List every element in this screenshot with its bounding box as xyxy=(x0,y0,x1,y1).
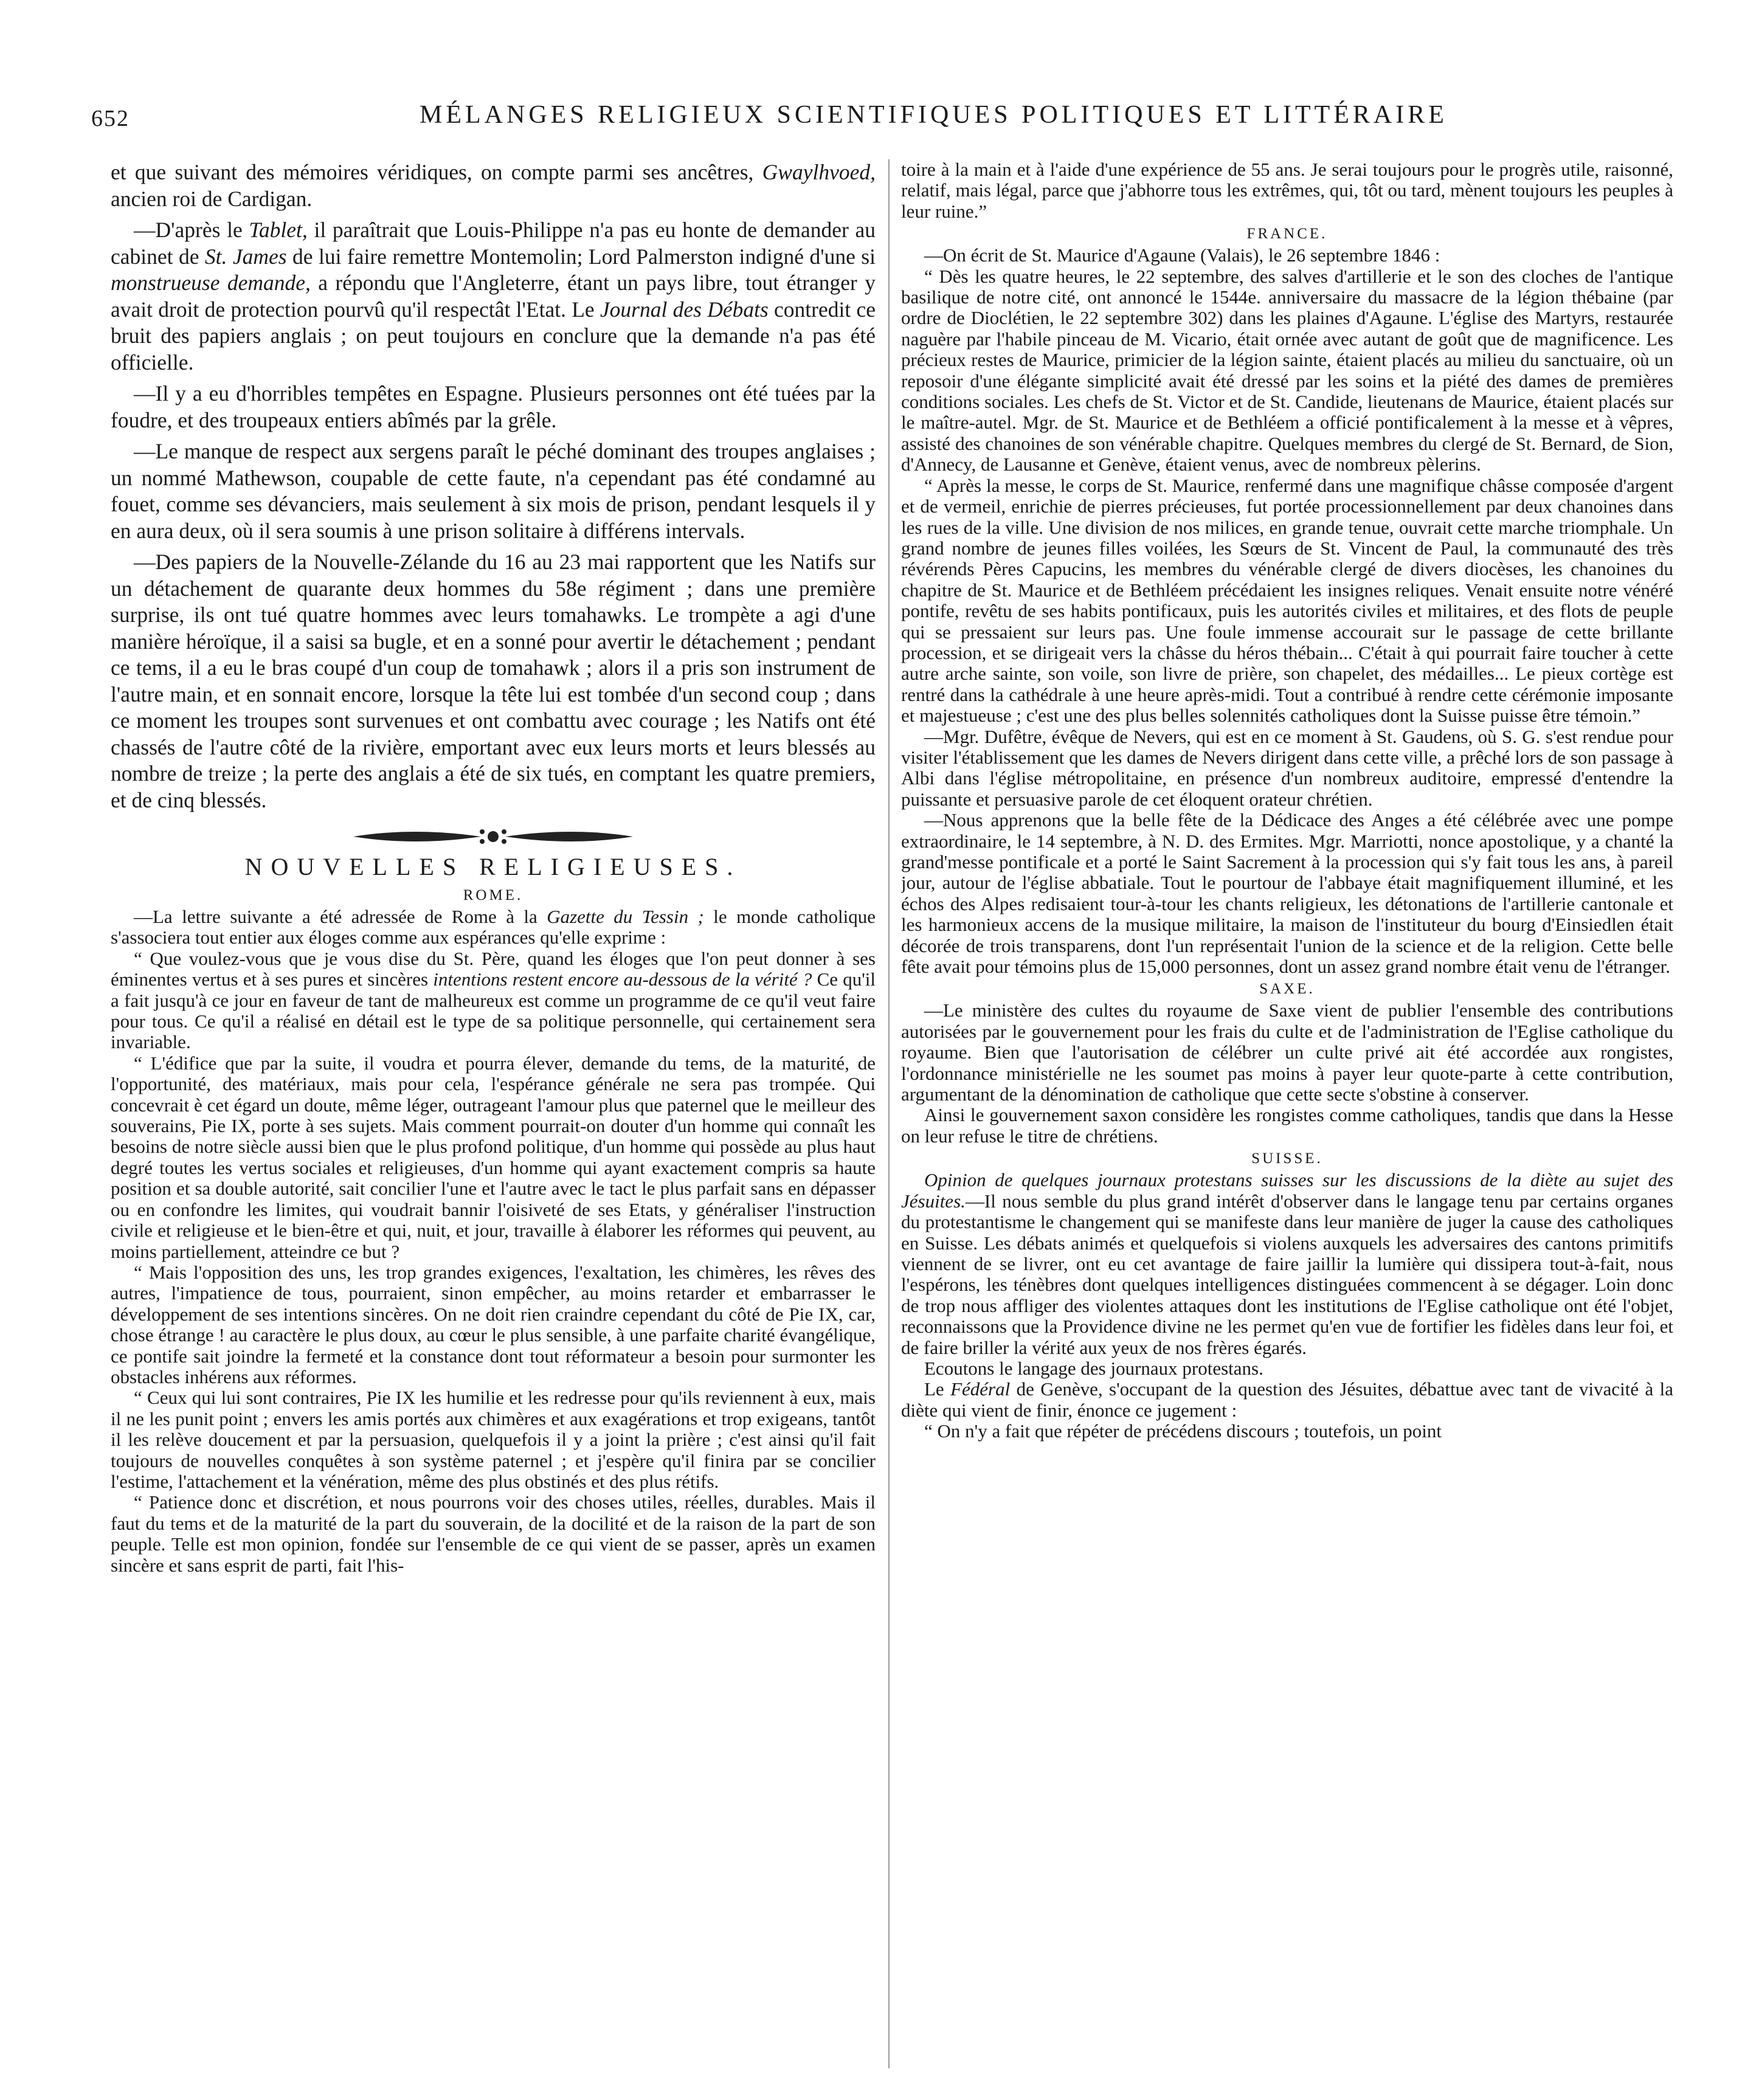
article-paragraph xyxy=(901,1358,1673,1379)
article-paragraph xyxy=(901,159,1673,222)
article-paragraph xyxy=(901,475,1673,727)
article-paragraph xyxy=(111,438,876,544)
text-run: et que suivant des mémoires véridiques, on compte parmi ses ancêtres, xyxy=(111,160,762,184)
text-run: Ce qu'il a fait jusqu'à ce jour en faveur de tant de malheureux est comme un programme de ce qu'il veut faire pour tous. Ce qu'il a réalisé en détail est le type de sa politique personnelle, qui certainement sera invariable. xyxy=(111,969,876,1053)
text-run: de lui faire remettre Montemolin; Lord Palmerston indigné d'une si xyxy=(286,244,876,269)
text-run: Ecoutons le langage des journaux protestans. xyxy=(924,1357,1263,1379)
article-paragraph xyxy=(901,1421,1673,1442)
text-run: “ Patience donc et discrétion, et nous pourrons voir des choses utiles, réelles, durables. Mais il faut du tems et de la maturité de la part du souverain, de la docilité et de la raison de la part de son peuple. Telle est mon opinion, fondée sur l'ensemble de ce qui vient de se passer, après un examen sincère et sans esprit de parti, fait l'his- xyxy=(111,1491,876,1576)
article-paragraph xyxy=(901,1170,1673,1358)
article-paragraph xyxy=(111,159,876,212)
article-paragraph xyxy=(111,1492,876,1576)
italic-text: Fédéral xyxy=(950,1378,1011,1400)
text-run: —Mgr. Dufêtre, évêque de Nevers, qui est en ce moment à St. Gaudens, où S. G. s'est rendue pour visiter l'établissement que les dames de Nevers dirigent dans cette ville, a prêché lors de son passage à Albi dans l'église métropolitaine, en présence d'un nombreux auditoire, empressé d'entendre la puissante et persuasive parole de cet éloquent orateur chrétien. xyxy=(901,725,1673,810)
text-run: —D'après le xyxy=(134,218,249,242)
article-paragraph xyxy=(111,549,876,813)
italic-text: Gazette du Tessin ; xyxy=(547,906,704,927)
text-run: —Le ministère des cultes du royaume de Saxe vient de publier l'ensemble des contributions autorisées par le gouvernement pour les frais du culte et de l'administration de l'Eglise catholique du royaume. Bien que l'autorisation de célébrer un culte privé ait été accordée aux rongistes, l'ordonnance ministérielle ne les soumet pas moins à payer leur quote-parte à cette contribution, argumentant de la dénomination de catholique que cette secte s'obstine à conserver. xyxy=(901,1000,1673,1105)
article-paragraph xyxy=(111,1053,876,1262)
column-rule xyxy=(888,159,890,2068)
text-run: contredit ce bruit des papiers anglais ; on peut toujours en conclure que la demande n'a pas été officielle. xyxy=(111,297,876,375)
page-number: 652 xyxy=(91,106,130,131)
text-run: —Nous apprenons que la belle fête de la Dédicace des Anges a été célébrée avec une pompe extraordinaire, le 14 septembre, à N. D. des Ermites. Mgr. Marriotti, nonce apostolique, y a chanté la grand'messe pontificale et a porté le Saint Sacrement à la procession qui s'y fait tous les ans, à pareil jour, autour de l'église abbatiale. Tout le pourtour de l'abbaye était magnifiquement illuminé, et les échos des Alpes redisaient tour-à-tour les chants religieux, les détonations de l'artillerie cantonale et les harmonieux accens de la musique militaire, la maison de l'instituteur du bourg d'Einsiedlen était décorée de trois transparens, dont l'un représentait l'union de la science et de la religion. Cette belle fête avait pour témoins plus de 15,000 personnes, dont un assez grand nombre était venu de l'étranger. xyxy=(901,809,1673,978)
text-run: —Des papiers de la Nouvelle-Zélande du 16 au 23 mai rapportent que les Natifs sur un détachement de quarante deux hommes du 58e régiment ; dans une première surprise, ils ont tué quatre hommes avec leurs tomahawks. Le trompète a agi d'une manière héroïque, il a saisi sa bugle, et en a sonné pour avertir le détachement ; pendant ce tems, il a eu le bras coupé d'un coup de tomahawk ; alors il a pris son instrument de l'autre main, et en sonnait encore, lorsque la tête lui est tombée d'un second coup ; dans ce moment les troupes sont survenues et ont combattu avec courage ; les Natifs ont été chassés de l'autre côté de la rivière, emportant avec eux leurs morts et leurs blessés au nombre de treize ; la perte des anglais a été de six tués, en comptant les quatre premiers, et de cinq blessés. xyxy=(111,550,876,812)
text-run: “ Mais l'opposition des uns, les trop grandes exigences, l'exaltation, les chimères, les rêves des autres, l'impatience de tous, pourraient, sinon empêcher, au moins retarder et embarrasser le développement de ses intentions sincères. On ne doit rien craindre cependant du côté de Pie IX, car, chose étrange ! au caractère le plus doux, au cœur le plus sensible, à une parfaite charité évangélique, ce pontife sait joindre la fermeté et la constance dont tout réformateur a besoin pour surmonter les obstacles inhérens aux réformes. xyxy=(111,1261,876,1387)
left-column xyxy=(111,159,876,2074)
article-paragraph xyxy=(901,1000,1673,1105)
text-run: —Il nous semble du plus grand intérêt d'observer dans le langage tenu par certains organes du protestantisme le changement qui se manifeste dans leur manière de juger la cause des catholiques en Suisse. Les débats animés et quelquefois si violens auxquels les adversaires des cantons primitifs viennent de se livrer, ont eu cet avantage de faire jaillir la lumière qui dissipera tout-à-fait, nous l'espérons, les ténèbres dont quelques intelligences distinguées commencent à se dégager. Loin donc de trop nous affliger des violentes attaques dont les institutions de l'Eglise catholique ont été l'objet, reconnaissons que la Providence divine ne les permet qu'en vue de fortifier les fidèles dans leur foi, et de faire briller la vérité aux yeux de nos frères égarés. xyxy=(901,1190,1673,1358)
italic-text: St. James xyxy=(204,244,287,269)
text-run: “ Dès les quatre heures, le 22 septembre, des salves d'artillerie et le son des cloches de l'antique basilique de notre cité, ont annoncé le 1544e. anniversaire du massacre de la légion thébaine (par ordre de Dioclétien, le 22 septembre 302) dans les plaines d'Agaune. L'église des Martyrs, restaurée naguère par l'habile pinceau de M. Vicario, était ornée avec autant de goût que de magnificence. Les précieux restes de Maurice, primicier de la légion sainte, étaient placés au milieu du sanctuaire, où un reposoir d'une élégante simplicité avait été dressé par les soins et la piété des dames de premières conditions sociales. Les chefs de St. Victor et de St. Candide, lieutenans de Maurice, étaient placés sur le maître-autel. Mgr. de St. Maurice et de Bethléem a officié pontificalement à la messe et à vêpres, assisté des chanoines de son vénérable chapitre. Quelques membres du clergé de St. Bernard, de Sion, d'Annecy, de Lausanne et Genève, étaient venus, avec de nombreux pèlerins. xyxy=(901,265,1673,475)
article-paragraph xyxy=(111,381,876,433)
text-run: “ Après la messe, le corps de St. Maurice, renfermé dans une magnifique châsse composée d'argent et de vermeil, enrichie de pierres précieuses, fut portée processionnellement par deux chanoines dans les rues de la ville. Une division de nos milices, en grande tenue, ouvrait cette marche triomphale. Un grand nombre de jeunes filles voilées, les Sœurs de St. Vincent de Paul, la communauté des très révérends Pères Capucins, les membres du vénérable clergé de divers diocèses, les chanoines du chapitre de St. Maurice et de Bethléem précédaient les insignes reliques. Venait ensuite notre vénéré pontife, revêtu de ses habits pontificaux, puis les autorités civiles et militaires, et des flots de peuple qui se pressaient sur leurs pas. Une foule immense accourait sur le passage de cette brillante procession, et se dirigeait vers la châsse du héros thébain... C'était à qui pourrait faire toucher à cette autre arche sainte, son voile, son livre de prière, son chapelet, des médailles... Le pieux cortège est rentré dans la cathédrale à une heure après-midi. Tout a contribué à rendre cette cérémonie imposante et majestueuse ; c'est une des plus belles solennités catholiques dont la Suisse puisse être témoin.” xyxy=(901,474,1673,727)
article-paragraph xyxy=(901,810,1673,977)
text-run: “ L'édifice que par la suite, il voudra et pourra élever, demande du tems, de la maturité, de l'opportunité, des matériaux, mais pour cela, l'espérance générale ne sera pas trompée. Qui concevrait è cet égard un doute, même léger, outrageant l'amour plus que paternel que le meilleur des souverains, Pie IX, porte à ses sujets. Mais comment pourrait-on douter d'un homme qui connaît les besoins de notre siècle aussi bien que le plus profond politique, d'un homme qui possède au plus haut degré toutes les vertus sociales et religieuses, d'un homme qui ayant exactement compris sa haute position et sa double autorité, sait concilier l'une et l'autre avec le tact le plus parfait sans en dépasser ou en confondre les limites, qui voudrait bannir l'oisiveté de ses Etats, y généraliser l'instruction civile et religieuse et le bien-être et qui, nuit, et jour, travaille à élaborer les réformes qui peuvent, au moins partiellement, atteindre ce but ? xyxy=(111,1052,876,1262)
dateline-saxe: SAXE. xyxy=(1259,981,1315,998)
dateline-rome: ROME. xyxy=(463,887,524,903)
text-run: toire à la main et à l'aide d'une expérience de 55 ans. Je serai toujours pour le progrès utile, raisonné, relatif, mais légal, parce que j'abhorre tous les extrêmes, qui, tôt ou tard, mènent toujours les peuples à leur ruine.” xyxy=(901,159,1673,222)
running-title: MÉLANGES RELIGIEUX SCIENTIFIQUES POLITIQUES ET LITTÉRAIRE xyxy=(420,101,1448,129)
article-paragraph xyxy=(111,907,876,948)
section-title: NOUVELLES RELIGIEUSES. xyxy=(244,853,742,880)
text-run: le monde catholique s'associera tout entier aux éloges comme aux espérances qu'elle exprime : xyxy=(111,906,876,948)
text-run: Ainsi le gouvernement saxon considère les rongistes comme catholiques, tandis que dans la Hesse on leur refuse le titre de chrétiens. xyxy=(901,1104,1673,1147)
italic-text: monstrueuse demande, xyxy=(111,271,311,295)
text-run: il paraîtrait que Louis-Philippe n'a pas eu honte de demander au cabinet de xyxy=(111,218,876,269)
italic-text: Opinion de quelques journaux protestans suisses sur les discussions de la diète au sujet des Jésuites. xyxy=(901,1169,1673,1212)
text-run: —La lettre suivante a été adressée de Rome à la xyxy=(134,906,547,927)
dateline-suisse: SUISSE. xyxy=(1251,1150,1323,1167)
text-run: de Genève, s'occupant de la question des Jésuites, débattue avec tant de vivacité à la diète qui vient de finir, énonce ce jugement : xyxy=(901,1378,1673,1421)
article-paragraph xyxy=(901,266,1673,475)
article-paragraph xyxy=(901,245,1673,266)
article-paragraph xyxy=(111,948,876,1053)
article-paragraph xyxy=(111,1387,876,1492)
text-run: “ On n'y a fait que répéter de précédens discours ; toutefois, un point xyxy=(924,1420,1442,1442)
text-run: a répondu que l'Angleterre, étant un pays libre, tout étranger y avait droit de protection pourvû qu'il respectât l'Etat. Le xyxy=(111,271,876,322)
article-paragraph xyxy=(111,1262,876,1387)
article-paragraph xyxy=(901,727,1673,810)
italic-text: Tablet, xyxy=(249,218,308,242)
italic-text: Journal des Débats xyxy=(600,297,769,322)
text-run: ancien roi de Cardigan. xyxy=(111,186,313,211)
text-run: —On écrit de St. Maurice d'Agaune (Valais), le 26 septembre 1846 : xyxy=(924,244,1440,266)
text-run: “ Que voulez-vous que je vous dise du St. Père, quand les éloges que l'on peut donner à ses éminentes vertus et à ses pures et sincères xyxy=(111,947,876,990)
text-run: —Le manque de respect aux sergens paraît le péché dominant des troupes anglaises ; un nommé Mathewson, coupable de cette faute, n'a cependant pas été condamné au fouet, comme ses dévanciers, mais seulement à six mois de prison, pendant lesquels il y en aura deux, où il sera soumis à une prison solitaire à différens intervals. xyxy=(111,439,876,543)
text-run: “ Ceux qui lui sont contraires, Pie IX les humilie et les redresse pour qu'ils reviennent à eux, mais il ne les punit point ; envers les amis portés aux chimères et aux exagérations et trop exigeans, tantôt il les relève doucement et par la persuasion, quelquefois il y a joint la prière ; c'est ainsi qu'il fait toujours de nouvelles conquêtes à son système paternel ; et j'espère qu'il finira par se concilier l'estime, l'attachement et la vénération, même des plus obstinés et des plus rétifs. xyxy=(111,1387,876,1492)
text-run: Le xyxy=(924,1378,951,1400)
article-paragraph xyxy=(901,1379,1673,1421)
right-column xyxy=(901,159,1673,2074)
italic-text: Gwaylhvoed, xyxy=(762,160,876,184)
article-paragraph xyxy=(111,217,876,376)
text-run: —Il y a eu d'horribles tempêtes en Espagne. Plusieurs personnes ont été tuées par la foudre, et des troupeaux entiers abîmés par la grêle. xyxy=(111,381,876,432)
italic-text: intentions restent encore au-dessous de la vérité ? xyxy=(433,969,812,990)
page-header xyxy=(91,100,1684,137)
article-paragraph xyxy=(901,1105,1673,1147)
dateline-france: FRANCE. xyxy=(1246,226,1328,243)
ornament-divider xyxy=(341,824,645,849)
